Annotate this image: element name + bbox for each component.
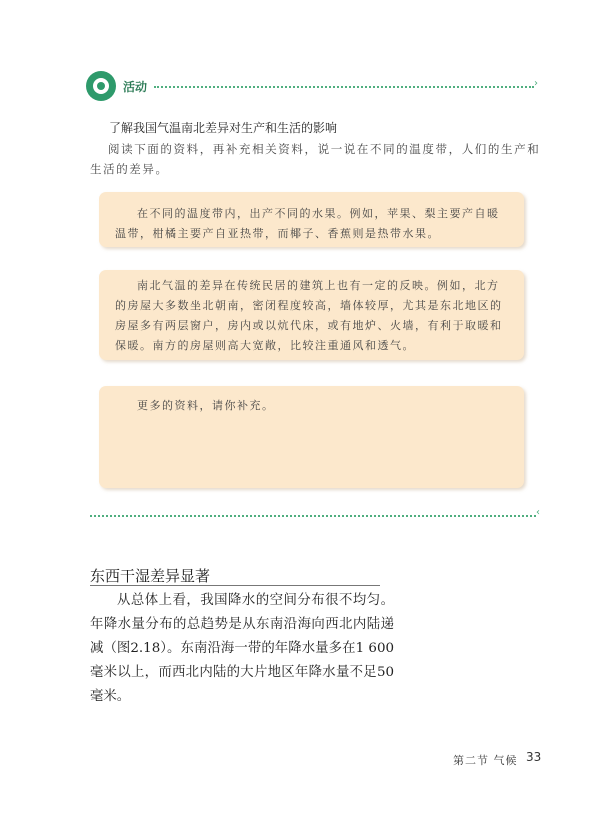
section-heading: 东西干湿差异显著	[90, 567, 211, 585]
heading-underline	[90, 585, 380, 586]
material-text: 更多的资料，请你补充。	[137, 399, 275, 412]
material-text: 南北气温的差异在传统民居的建筑上也有一定的反映。例如，北方的房屋大多数坐北朝南，密闭程度较高，墙体较厚，尤其是东北地区的房屋多有两层窗户，房内或以炕代床，或有地炉、火墙，有利于取暖和保暖。南方的房屋则高大宽敞，比较注重通风和透气。	[115, 279, 503, 352]
material-text: 在不同的温度带内，出产不同的水果。例如，苹果、梨主要产自暖温带，柑橘主要产自亚热带，而椰子、香蕉则是热带水果。	[115, 207, 500, 240]
arrow-left-icon: ‹	[536, 507, 540, 518]
material-box-fruit	[99, 192, 524, 247]
material-box-supplement	[99, 386, 524, 488]
arrow-right-icon: ›	[534, 78, 538, 89]
activity-intro: 阅读下面的资料，再补充相关资料，说一说在不同的温度带，人们的生产和生活的差异。	[90, 142, 541, 176]
page-number: 33	[526, 750, 542, 764]
section-body: 从总体上看，我国降水的空间分布很不均匀。年降水量分布的总趋势是从东南沿海向西北内陆递减（图2.18）。东南沿海一带的年降水量多在1 600毫米以上，而西北内陆的大片地区年降水量不足50毫米。	[90, 593, 394, 704]
footer-section-label: 第二节 气候	[453, 754, 518, 767]
activity-label: 活动	[123, 80, 148, 94]
activity-top-divider	[154, 86, 534, 88]
activity-bottom-divider	[90, 515, 536, 517]
activity-title: 了解我国气温南北差异对生产和生活的影响	[109, 121, 338, 135]
material-box-housing	[99, 270, 524, 360]
activity-icon	[86, 71, 116, 101]
